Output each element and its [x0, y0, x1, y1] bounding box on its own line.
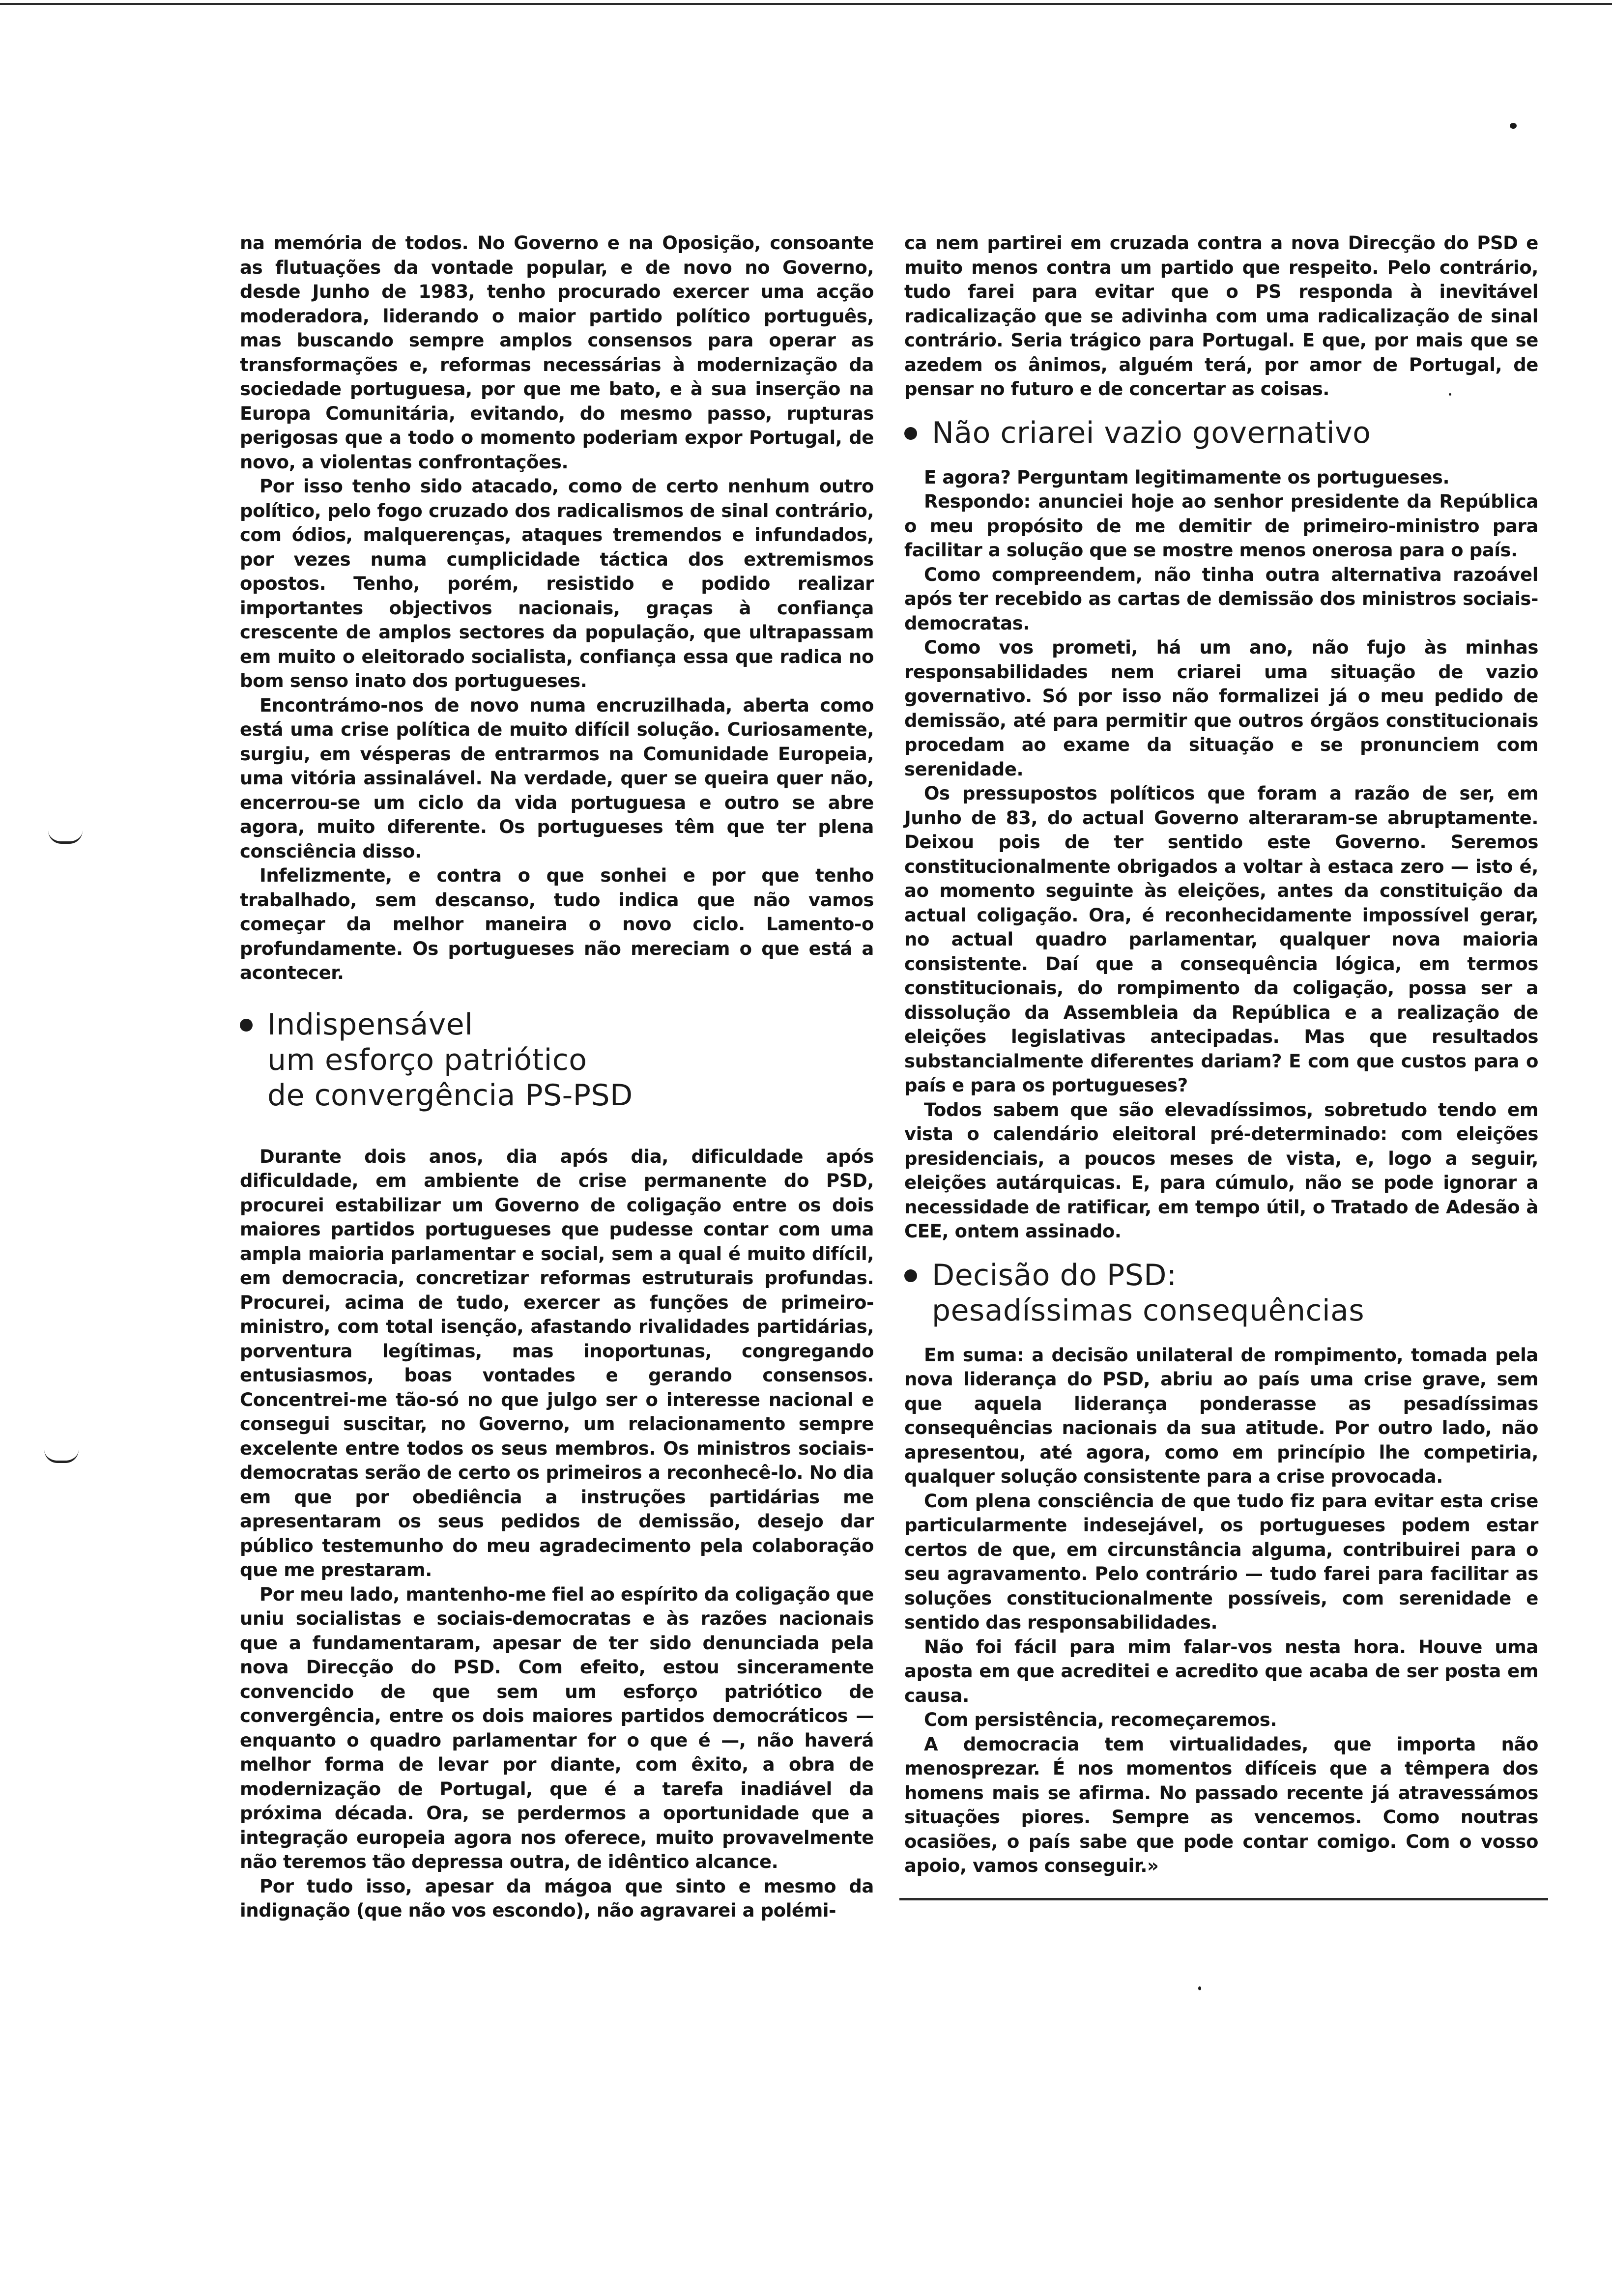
article-paragraph: Respondo: anunciei hoje ao senhor presidente da República o meu propósito de me demitir de primeiro-ministro para facilitar a solução que se mostre menos onerosa para o país.: [904, 491, 1538, 561]
right-column: [904, 231, 1538, 1878]
section-heading-text: Decisão do PSD: pesadíssimas consequências: [932, 1258, 1365, 1328]
article-paragraph: Infelizmente, e contra o que sonhei e por que tenho trabalhado, sem descanso, tudo indica que não vamos começar da melhor maneira o novo ciclo. Lamento-o profundamente. Os portugueses não mereciam o que está a acontecer.: [240, 865, 874, 983]
article-paragraph: Com plena consciência de que tudo fiz para evitar esta crise particularmente indesejável, os portugueses podem estar certos de que, em circunstância alguma, contribuirei para o seu agravamento. Pelo contrário — tudo farei para facilitar as soluções constitucionalmente possíveis, com serenidade e sentido das responsabilidades.: [904, 1490, 1538, 1633]
article-paragraph: Como compreendem, não tinha outra alternativa razoável após ter recebido as cartas de demissão dos ministros sociais-democratas.: [904, 564, 1538, 634]
bullet-icon: [904, 1269, 917, 1282]
section-heading: [904, 1258, 1538, 1328]
article-paragraph: A democracia tem virtualidades, que importa não menosprezar. É nos momentos difíceis que a têmpera dos homens mais se afirma. No passado recente já atravessámos situações piores. Sempre as vencemos. Como noutras ocasiões, o país sabe que pode contar comigo. Com o vosso apoio, vamos conseguir.»: [904, 1733, 1538, 1876]
article-paragraph: Não foi fácil para mim falar-vos nesta hora. Houve uma aposta em que acreditei e acredito que acaba de ser posta em causa.: [904, 1636, 1538, 1706]
article-paragraph: Em suma: a decisão unilateral de rompimento, tomada pela nova liderança do PSD, abriu ao país uma crise grave, sem que aquela liderança ponderasse as pesadíssimas consequências nacionais da sua atitude. Por outro lado, não apresentou, até agora, como em princípio lhe competiria, qualquer solução consistente para a crise provocada.: [904, 1344, 1538, 1487]
scan-margin-mark: [48, 831, 83, 844]
article-paragraph: Os pressupostos políticos que foram a razão de ser, em Junho de 83, do actual Governo alteraram-se abruptamente. Deixou pois de ter sentido este Governo. Seremos constitucionalmente obrigados a voltar à estaca zero — isto é, ao momento seguinte às eleições, antes da constituição da actual coligação. Ora, é reconhecidamente impossível gerar, no actual quadro parlamentar, qualquer nova maioria consistente. Daí que a consequência lógica, em termos constitucionais, do rompimento da coligação, possa ser a dissolução da Assembleia da República e a realização de eleições legislativas antecipadas. Mas que resultados substancialmente diferentes dariam? E com que custos para o país e para os portugueses?: [904, 783, 1538, 1096]
scan-margin-mark: [44, 1450, 79, 1463]
article-paragraph: Todos sabem que são elevadíssimos, sobretudo tendo em vista o calendário eleitoral pré-determinado: com eleições presidenciais, a poucos meses de vista, e, logo a seguir, eleições autárquicas. E, para cúmulo, não se pode ignorar a necessidade de ratificar, em tempo útil, o Tratado de Adesão à CEE, ontem assinado.: [904, 1099, 1538, 1242]
section-heading-text: Não criarei vazio governativo: [932, 415, 1371, 450]
article-paragraph: Como vos prometi, há um ano, não fujo às minhas responsabilidades nem criarei uma situação de vazio governativo. Só por isso não formalizei já o meu pedido de demissão, até para permitir que outros órgãos constitucionais procedam ao exame da situação e se pronunciem com serenidade.: [904, 637, 1538, 780]
end-rule: [899, 1898, 1548, 1900]
scan-speck: [1198, 1986, 1201, 1990]
section-heading: [904, 415, 1538, 451]
article-paragraph: Por isso tenho sido atacado, como de certo nenhum outro político, pelo fogo cruzado dos radicalismos de sinal contrário, com ódios, malquerenças, ataques tremendos e infundados, por vezes numa cumplicidade táctica dos extremismos opostos. Tenho, porém, resistido e podido realizar importantes objectivos nacionais, graças à confiança crescente de amplos sectores da população, que ultrapassam em muito o eleitorado socialista, confiança essa que radica no bom senso inato dos portugueses.: [240, 476, 874, 691]
bullet-icon: [240, 1019, 253, 1032]
left-column: [240, 231, 874, 1923]
article-paragraph: Por meu lado, mantenho-me fiel ao espírito da coligação que uniu socialistas e sociais-democratas e às razões nacionais que a fundamentaram, apesar de ter sido denunciada pela nova Direcção do PSD. Com efeito, estou sinceramente convencido de que sem um esforço patriótico de convergência, entre os dois maiores partidos democráticos — enquanto o quadro parlamentar for o que é —, não haverá melhor forma de levar por diante, com êxito, a obra de modernização de Portugal, que é a tarefa inadiável da próxima década. Ora, se perdermos a oportunidade que a integração europeia agora nos oferece, muito provavelmente não teremos tão depressa outra, de idêntico alcance.: [240, 1583, 874, 1872]
article-paragraph: na memória de todos. No Governo e na Oposição, consoante as flutuações da vontade popular, e de novo no Governo, desde Junho de 1983, tenho procurado exercer uma acção moderadora, liderando o maior partido político português, mas buscando sempre amplos consensos para operar as transformações e, reformas necessárias à modernização da sociedade portuguesa, por que me bato, e à sua inserção na Europa Comunitária, evitando, do mesmo passo, rupturas perigosas que a todo o momento poderiam expor Portugal, de novo, a violentas confrontações.: [240, 232, 874, 473]
article-paragraph: Com persistência, recomeçaremos.: [924, 1709, 1277, 1730]
article-paragraph: ca nem partirei em cruzada contra a nova Direcção do PSD e muito menos contra um partido que respeito. Pelo contrário, tudo farei para evitar que o PS responda à inevitável radicalização que se adivinha com uma radicalização de sinal contrário. Seria trágico para Portugal. E que, por mais que se azedem os ânimos, alguém terá, por amor de Portugal, de pensar no futuro e de concertar as coisas.: [904, 232, 1538, 400]
bullet-icon: [904, 427, 917, 440]
article-paragraph: Encontrámo-nos de novo numa encruzilhada, aberta como está uma crise política de muito difícil solução. Curiosamente, surgiu, em vésperas de entrarmos na Comunidade Europeia, uma vitória assinalável. Na verdade, quer se queira quer não, encerrou-se um ciclo da vida portuguesa e outro se abre agora, muito diferente. Os portugueses têm que ter plena consciência disso.: [240, 694, 874, 862]
scan-speck: [1510, 123, 1517, 129]
article-paragraph: E agora? Perguntam legitimamente os portugueses.: [924, 466, 1450, 488]
article-paragraph: Por tudo isso, apesar da mágoa que sinto e mesmo da indignação (que não vos escondo), não agravarei a polémi-: [240, 1875, 874, 1921]
scan-edge-line: [0, 3, 1612, 5]
article-paragraph: Durante dois anos, dia após dia, dificuldade após dificuldade, em ambiente de crise permanente do PSD, procurei estabilizar um Governo de coligação entre os dois maiores partidos portugueses que pudesse contar com uma ampla maioria parlamentar e social, sem a qual é muito difícil, em democracia, concretizar reformas estruturais profundas. Procurei, acima de tudo, exercer as funções de primeiro-ministro, com total isenção, afastando rivalidades partidárias, porventura legítimas, mas inoportunas, congregando entusiasmos, boas vontades e gerando consensos. Concentrei-me tão-só no que julgo ser o interesse nacional e consegui suscitar, no Governo, um relacionamento sempre excelente entre todos os seus membros. Os ministros sociais-democratas serão de certo os primeiros a reconhecê-lo. No dia em que por obediência a instruções partidárias me apresentaram os seus pedidos de demissão, desejo dar público testemunho do meu agradecimento pela colaboração que me prestaram.: [240, 1146, 874, 1580]
section-heading-text: Indispensável um esforço patriótico de convergência PS-PSD: [267, 1007, 633, 1113]
section-heading: [240, 1007, 874, 1113]
